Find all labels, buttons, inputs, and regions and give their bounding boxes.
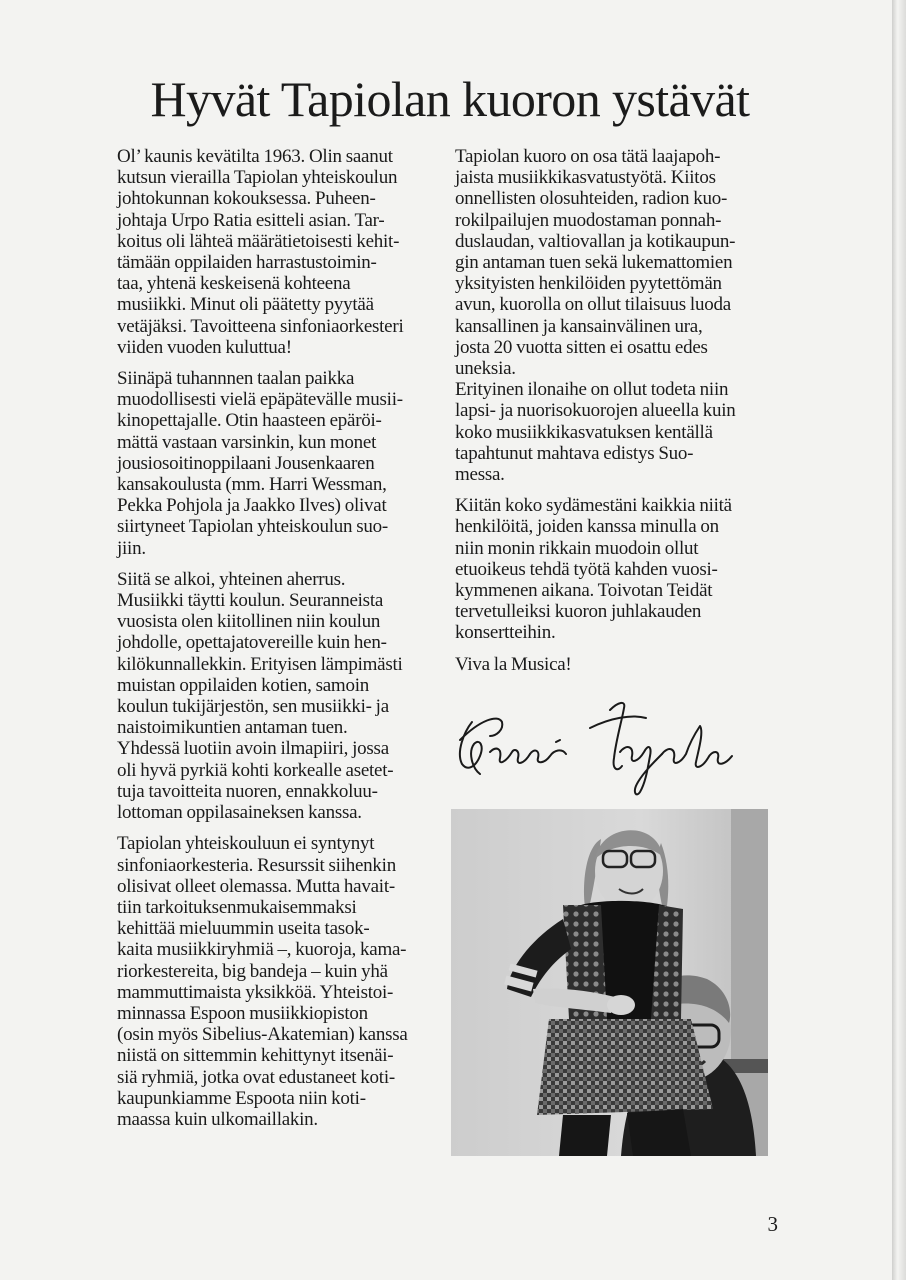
- text-line: maassa kuin ulkomaillakin.: [117, 1108, 318, 1130]
- text-line: siirtyneet Tapiolan yhteiskoulun suo-: [117, 516, 388, 538]
- text-line: kaita musiikkiryhmiä –, kuoroja, kama-: [117, 939, 407, 961]
- text-line: oli hyvä pyrkiä kohti korkealle asetet-: [117, 759, 394, 781]
- text-line: Tapiolan yhteiskouluun ei syntynyt: [117, 833, 375, 855]
- text-line: kansallinen ja kansainvälinen ura,: [455, 315, 703, 337]
- text-line: Musiikki täytti koulun. Seuranneista: [117, 590, 384, 612]
- text-line: minnassa Espoon musiikkiopiston: [117, 1002, 368, 1024]
- text-line: Yhdessä luotiin avoin ilmapiiri, jossa: [117, 738, 389, 760]
- text-line: tapahtunut mahtava edistys Suo-: [455, 442, 694, 464]
- text-line: naistoimikuntien antaman tuen.: [117, 717, 348, 739]
- text-line: etuoikeus tehdä työtä kahden vuosi-: [455, 558, 718, 580]
- text-line: yksityisten henkilöiden pyytettömän: [455, 273, 722, 295]
- text-line: siä ryhmiä, jotka ovat edustaneet koti-: [117, 1066, 395, 1088]
- text-line: messa.: [455, 464, 505, 486]
- text-line: josta 20 vuotta sitten ei osattu edes: [455, 336, 708, 358]
- text-line: koulun tukijärjestön, sen musiikki- ja: [117, 696, 389, 718]
- text-line: Siitä se alkoi, yhteinen aherrus.: [117, 568, 346, 590]
- text-line: tuja tavoitteita nuoren, ennakkoluu-: [117, 780, 378, 802]
- left-column-paragraph: [117, 833, 447, 1130]
- text-line: taa, yhtenä keskeisenä kohteena: [117, 273, 351, 295]
- right-column-paragraph: [455, 495, 787, 643]
- text-line: tervetulleiksi kuoron juhlakauden: [455, 601, 702, 623]
- text-line: sinfoniaorkesteria. Resurssit siihenkin: [117, 854, 396, 876]
- text-line: Erityinen ilonaihe on ollut todeta niin: [455, 379, 729, 401]
- text-line: Kiitän koko sydämestäni kaikkia niitä: [455, 495, 732, 517]
- text-line: tiin tarkoituksenmukaisemmaksi: [117, 896, 357, 918]
- text-line: muodollisesti vielä epäpätevälle musii-: [117, 389, 403, 411]
- text-line: avun, kuorolla on ollut tilaisuus luoda: [455, 294, 731, 316]
- text-line: gin antaman tuen sekä lukemattomien: [455, 252, 733, 274]
- text-line: vuosista olen kiitollinen niin koulun: [117, 611, 381, 633]
- text-line: lottoman oppilasaineksen kanssa.: [117, 802, 362, 824]
- text-line: Pekka Pohjola ja Jaakko Ilves) olivat: [117, 495, 387, 517]
- text-line: lapsi- ja nuorisokuorojen alueella kuin: [455, 400, 736, 422]
- text-line: uneksia.: [455, 358, 516, 380]
- text-line: onnellisten olosuhteiden, radion kuo-: [455, 188, 728, 210]
- text-line: Ol’ kaunis kevätilta 1963. Olin saanut: [117, 146, 393, 167]
- text-line: kutsun vierailla Tapiolan yhteiskoulun: [117, 167, 398, 189]
- text-line: Tapiolan kuoro on osa tätä laajapoh-: [455, 146, 721, 167]
- text-line: niistä on sittemmin kehittynyt itsenäi-: [117, 1045, 394, 1067]
- text-line: johtokunnan kokouksessa. Puheen-: [117, 188, 376, 210]
- text-line: kansakoulusta (mm. Harri Wessman,: [117, 474, 387, 496]
- page-edge-shadow: [892, 0, 906, 1280]
- text-line: jaista musiikkikasvatustyötä. Kiitos: [455, 167, 716, 189]
- text-line: jiin.: [117, 537, 146, 559]
- handwritten-signature: [450, 692, 750, 802]
- text-line: mättä vastaan varsinkin, kun monet: [117, 431, 377, 453]
- page-number: 3: [767, 1212, 778, 1236]
- left-column-paragraph: [117, 146, 447, 358]
- left-text-column: [117, 146, 447, 1130]
- text-line: Siinäpä tuhannnen taalan paikka: [117, 368, 355, 390]
- text-line: kymmenen aikana. Toivotan Teidät: [455, 580, 713, 602]
- text-line: muistan oppilaiden kotien, samoin: [117, 674, 369, 696]
- text-line: johtaja Urpo Ratia esitteli asian. Tar-: [117, 209, 385, 231]
- right-column-paragraph: [455, 146, 787, 485]
- text-line: kinopettajalle. Otin haasteen epäröi-: [117, 410, 382, 432]
- text-line: johdolle, opettajatovereille kuin hen-: [117, 632, 387, 654]
- text-line: Viva la Musica!: [455, 653, 572, 675]
- text-line: koitus oli lähteä määrätietoisesti kehit-: [117, 230, 400, 252]
- right-column-paragraph: [455, 654, 787, 675]
- text-line: duslaudan, valtiovallan ja kotikaupun-: [455, 230, 736, 252]
- text-line: musiikki. Minut oli päätetty pyytää: [117, 294, 374, 316]
- text-line: koko musiikkikasvatuksen kentällä: [455, 421, 713, 443]
- left-column-paragraph: [117, 368, 447, 559]
- left-column-paragraph: [117, 569, 447, 823]
- portrait-photo: [451, 809, 768, 1156]
- text-line: vetäjäksi. Tavoitteena sinfoniaorkesteri: [117, 315, 404, 337]
- text-line: mammuttimaista yksikköä. Yhteistoi-: [117, 981, 394, 1003]
- text-line: konsertteihin.: [455, 622, 556, 644]
- text-line: riorkestereita, big bandeja – kuin yhä: [117, 960, 388, 982]
- text-line: jousiosoitinoppilaani Jousenkaaren: [117, 452, 375, 474]
- text-line: kehittää mieluummin useita tasok-: [117, 918, 370, 940]
- text-line: (osin myös Sibelius-Akatemian) kanssa: [117, 1024, 408, 1046]
- text-line: henkilöitä, joiden kanssa minulla on: [455, 516, 719, 538]
- text-line: kilökunnallekkin. Erityisen lämpimästi: [117, 653, 403, 675]
- text-line: viiden vuoden kuluttua!: [117, 336, 292, 358]
- text-line: tämään oppilaiden harrastustoimin-: [117, 252, 377, 274]
- text-line: olisivat olleet olemassa. Mutta havait-: [117, 875, 395, 897]
- page-title: Hyvät Tapiolan kuoron ystävät: [150, 71, 750, 127]
- text-line: niin monin rikkain muodoin ollut: [455, 537, 699, 559]
- right-text-column: [455, 146, 787, 675]
- text-line: kaupunkiamme Espoota niin koti-: [117, 1087, 366, 1109]
- text-line: rokilpailujen muodostaman ponnah-: [455, 209, 722, 231]
